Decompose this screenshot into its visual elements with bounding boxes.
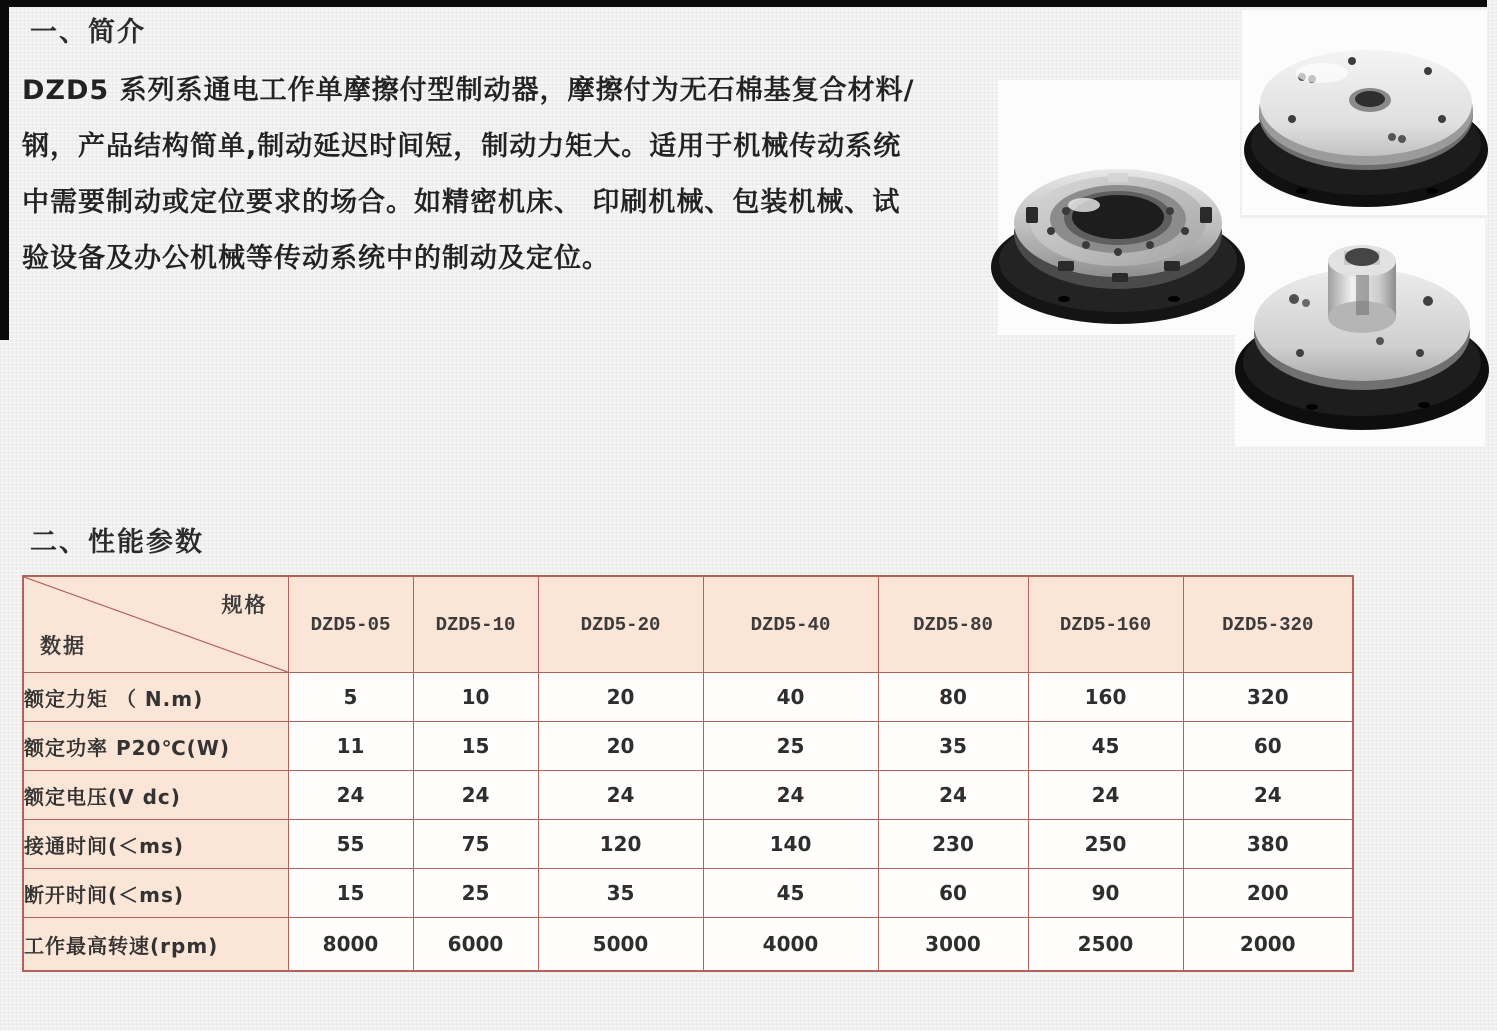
- cell: 10: [413, 673, 538, 722]
- row-label: 额定电压(V dc): [23, 771, 288, 820]
- cell: 160: [1028, 673, 1183, 722]
- cell: 24: [413, 771, 538, 820]
- cell: 200: [1183, 869, 1353, 918]
- cell: 20: [538, 722, 703, 771]
- cell: 380: [1183, 820, 1353, 869]
- left-border-bar: [0, 0, 9, 340]
- cell: 15: [413, 722, 538, 771]
- cell: 4000: [703, 918, 878, 972]
- cell: 8000: [288, 918, 413, 972]
- corner-label-data: 数据: [40, 634, 86, 658]
- row-label: 额定力矩 （ N.m): [23, 673, 288, 722]
- intro-line: 验设备及办公机械等传动系统中的制动及定位。: [22, 243, 610, 274]
- cell: 60: [878, 869, 1028, 918]
- cell: 24: [1028, 771, 1183, 820]
- cell: 120: [538, 820, 703, 869]
- intro-heading: 一、简介: [30, 17, 146, 48]
- intro-paragraph: [22, 63, 997, 287]
- section-performance: [22, 520, 1382, 972]
- cell: 45: [703, 869, 878, 918]
- intro-line: 中需要制动或定位要求的场合。如精密机床、 印刷机械、包装机械、试: [22, 187, 901, 218]
- cell: 2000: [1183, 918, 1353, 972]
- cell: 35: [538, 869, 703, 918]
- table-row-rated-power: [23, 722, 1353, 771]
- intro-line: 钢，产品结构简单,制动延迟时间短，制动力矩大。适用于机械传动系统: [22, 131, 902, 162]
- column-header: DZD5-80: [878, 576, 1028, 673]
- cell: 24: [703, 771, 878, 820]
- cell: 250: [1028, 820, 1183, 869]
- cell: 75: [413, 820, 538, 869]
- table-row-rated-torque: [23, 673, 1353, 722]
- cell: 55: [288, 820, 413, 869]
- column-header: DZD5-10: [413, 576, 538, 673]
- table-row-max-speed: [23, 918, 1353, 972]
- cell: 20: [538, 673, 703, 722]
- performance-heading: 二、性能参数: [30, 527, 204, 558]
- cell: 24: [538, 771, 703, 820]
- column-header: DZD5-160: [1028, 576, 1183, 673]
- cell: 15: [288, 869, 413, 918]
- row-label: 接通时间(＜ms): [23, 820, 288, 869]
- cell: 80: [878, 673, 1028, 722]
- table-row-release-time: [23, 869, 1353, 918]
- intro-line: DZD5 系列系通电工作单摩擦付型制动器，摩擦付为无石棉基复合材料/: [22, 75, 915, 106]
- column-header: DZD5-40: [703, 576, 878, 673]
- row-label: 工作最高转速(rpm): [23, 918, 288, 972]
- cell: 24: [878, 771, 1028, 820]
- cell: 40: [703, 673, 878, 722]
- cell: 6000: [413, 918, 538, 972]
- cell: 2500: [1028, 918, 1183, 972]
- cell: 11: [288, 722, 413, 771]
- cell: 5: [288, 673, 413, 722]
- cell: 320: [1183, 673, 1353, 722]
- cell: 24: [288, 771, 413, 820]
- diagonal-corner-cell: [23, 576, 288, 673]
- performance-table: [22, 575, 1354, 972]
- column-header: DZD5-20: [538, 576, 703, 673]
- cell: 90: [1028, 869, 1183, 918]
- brake-photo-angled-open-center: [988, 115, 1250, 327]
- table-row-engage-time: [23, 820, 1353, 869]
- brake-photo-flat-plate: [1242, 15, 1492, 213]
- corner-label-spec: 规格: [221, 593, 268, 617]
- cell: 140: [703, 820, 878, 869]
- cell: 5000: [538, 918, 703, 972]
- brake-photo-raised-hub: [1232, 215, 1494, 440]
- cell: 25: [413, 869, 538, 918]
- cell: 230: [878, 820, 1028, 869]
- column-header: DZD5-05: [288, 576, 413, 673]
- table-header-row: [23, 576, 1353, 673]
- cell: 3000: [878, 918, 1028, 972]
- column-header: DZD5-320: [1183, 576, 1353, 673]
- section-intro: [22, 10, 997, 287]
- cell: 25: [703, 722, 878, 771]
- cell: 45: [1028, 722, 1183, 771]
- cell: 35: [878, 722, 1028, 771]
- cell: 60: [1183, 722, 1353, 771]
- table-row-rated-voltage: [23, 771, 1353, 820]
- product-photos: [980, 0, 1497, 465]
- cell: 24: [1183, 771, 1353, 820]
- row-label: 断开时间(＜ms): [23, 869, 288, 918]
- row-label: 额定功率 P20℃(W): [23, 722, 288, 771]
